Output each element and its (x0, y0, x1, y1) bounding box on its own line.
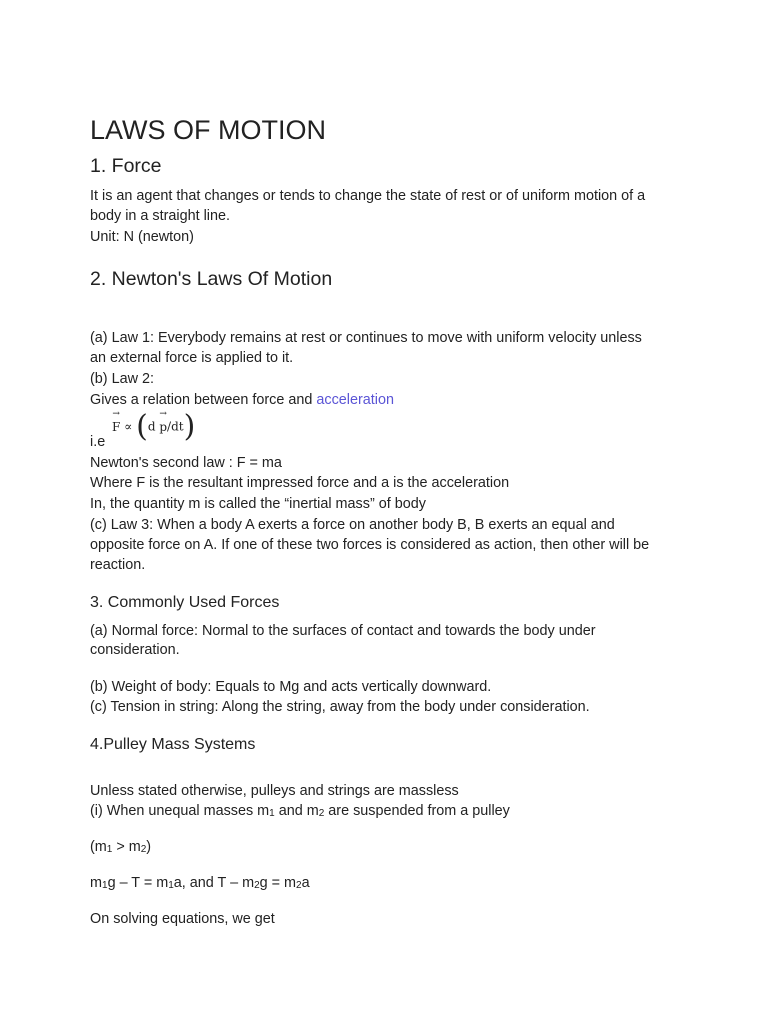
force-definition-line-2: body in a straight line. (90, 208, 230, 224)
law2-relation-text: Gives a relation between force and (90, 392, 317, 408)
formula-dt: dt (171, 419, 184, 434)
text-fragment: (m (90, 839, 107, 855)
normal-force-line-2: consideration. (90, 642, 180, 658)
text-fragment: g = m (259, 875, 297, 891)
subscript: 1 (106, 844, 113, 855)
law3-line-2: opposite force on A. If one of these two forces is considered as action, then other will be (90, 537, 650, 553)
page-title: LAWS OF MOTION (90, 115, 326, 145)
right-paren: ) (183, 409, 196, 444)
normal-force-line-1: (a) Normal force: Normal to the surfaces of contact and towards the body under (90, 623, 596, 639)
heading-force: 1. Force (90, 155, 162, 177)
text-fragment: a (301, 875, 310, 891)
ie-label: i.e (90, 434, 106, 450)
subscript: 2 (140, 844, 147, 855)
text-fragment: a, and T – m (173, 875, 255, 891)
pulley-equations (90, 873, 310, 896)
unequal-masses-line (90, 801, 510, 824)
text-fragment: m (90, 875, 102, 891)
massless-line: Unless stated otherwise, pulleys and strings are massless (90, 783, 459, 799)
second-law-equation: Newton's second law : F = ma (90, 455, 282, 471)
where-line: Where F is the resultant impressed force and a is the acceleration (90, 475, 510, 491)
heading-pulley-mass-systems: 4.Pulley Mass Systems (90, 736, 256, 753)
text-fragment: and m (274, 803, 319, 819)
text-fragment: > m (112, 839, 141, 855)
acceleration-link[interactable]: acceleration (316, 392, 394, 408)
weight-line: (b) Weight of body: Equals to Mg and acts vertically downward. (90, 679, 492, 695)
solving-line: On solving equations, we get (90, 911, 275, 927)
momentum-formula (112, 409, 196, 444)
law1-line-1: (a) Law 1: Everybody remains at rest or continues to move with uniform velocity unless (90, 330, 642, 346)
momentum-vector: → p (159, 420, 167, 434)
subscript: 1 (102, 880, 108, 891)
subscript: 2 (296, 880, 302, 891)
mass-condition (90, 837, 151, 860)
text-fragment: ) (146, 839, 152, 855)
inertial-mass-line: In, the quantity m is called the “inertial mass” of body (90, 496, 426, 512)
text-fragment: are suspended from a pulley (324, 803, 510, 819)
force-definition-line-1: It is an agent that changes or tends to change the state of rest or of uniform motion of a (90, 188, 646, 204)
subscript: 2 (318, 808, 325, 819)
text-fragment: g – T = m (107, 875, 169, 891)
subscript: 2 (254, 880, 260, 891)
text-fragment: (i) When unequal masses m (90, 803, 270, 819)
formula-d: d (147, 419, 156, 434)
left-paren: ( (136, 409, 148, 444)
law1-line-2: an external force is applied to it. (90, 350, 294, 366)
subscript: 1 (168, 880, 174, 891)
law3-line-1: (c) Law 3: When a body A exerts a force on another body B, B exerts an equal and (90, 517, 615, 533)
proportional-symbol: ∝ (124, 419, 133, 434)
law2-relation (90, 390, 394, 411)
law2-label: (b) Law 2: (90, 371, 154, 387)
formula-slash: / (167, 419, 172, 434)
tension-line: (c) Tension in string: Along the string, away from the body under consideration. (90, 699, 590, 715)
force-unit: Unit: N (newton) (90, 229, 194, 245)
heading-newtons-laws: 2. Newton's Laws Of Motion (90, 268, 333, 290)
law3-line-3: reaction. (90, 557, 146, 573)
force-vector: → F (112, 420, 120, 434)
heading-commonly-used-forces: 3. Commonly Used Forces (90, 594, 280, 611)
subscript: 1 (269, 808, 275, 819)
